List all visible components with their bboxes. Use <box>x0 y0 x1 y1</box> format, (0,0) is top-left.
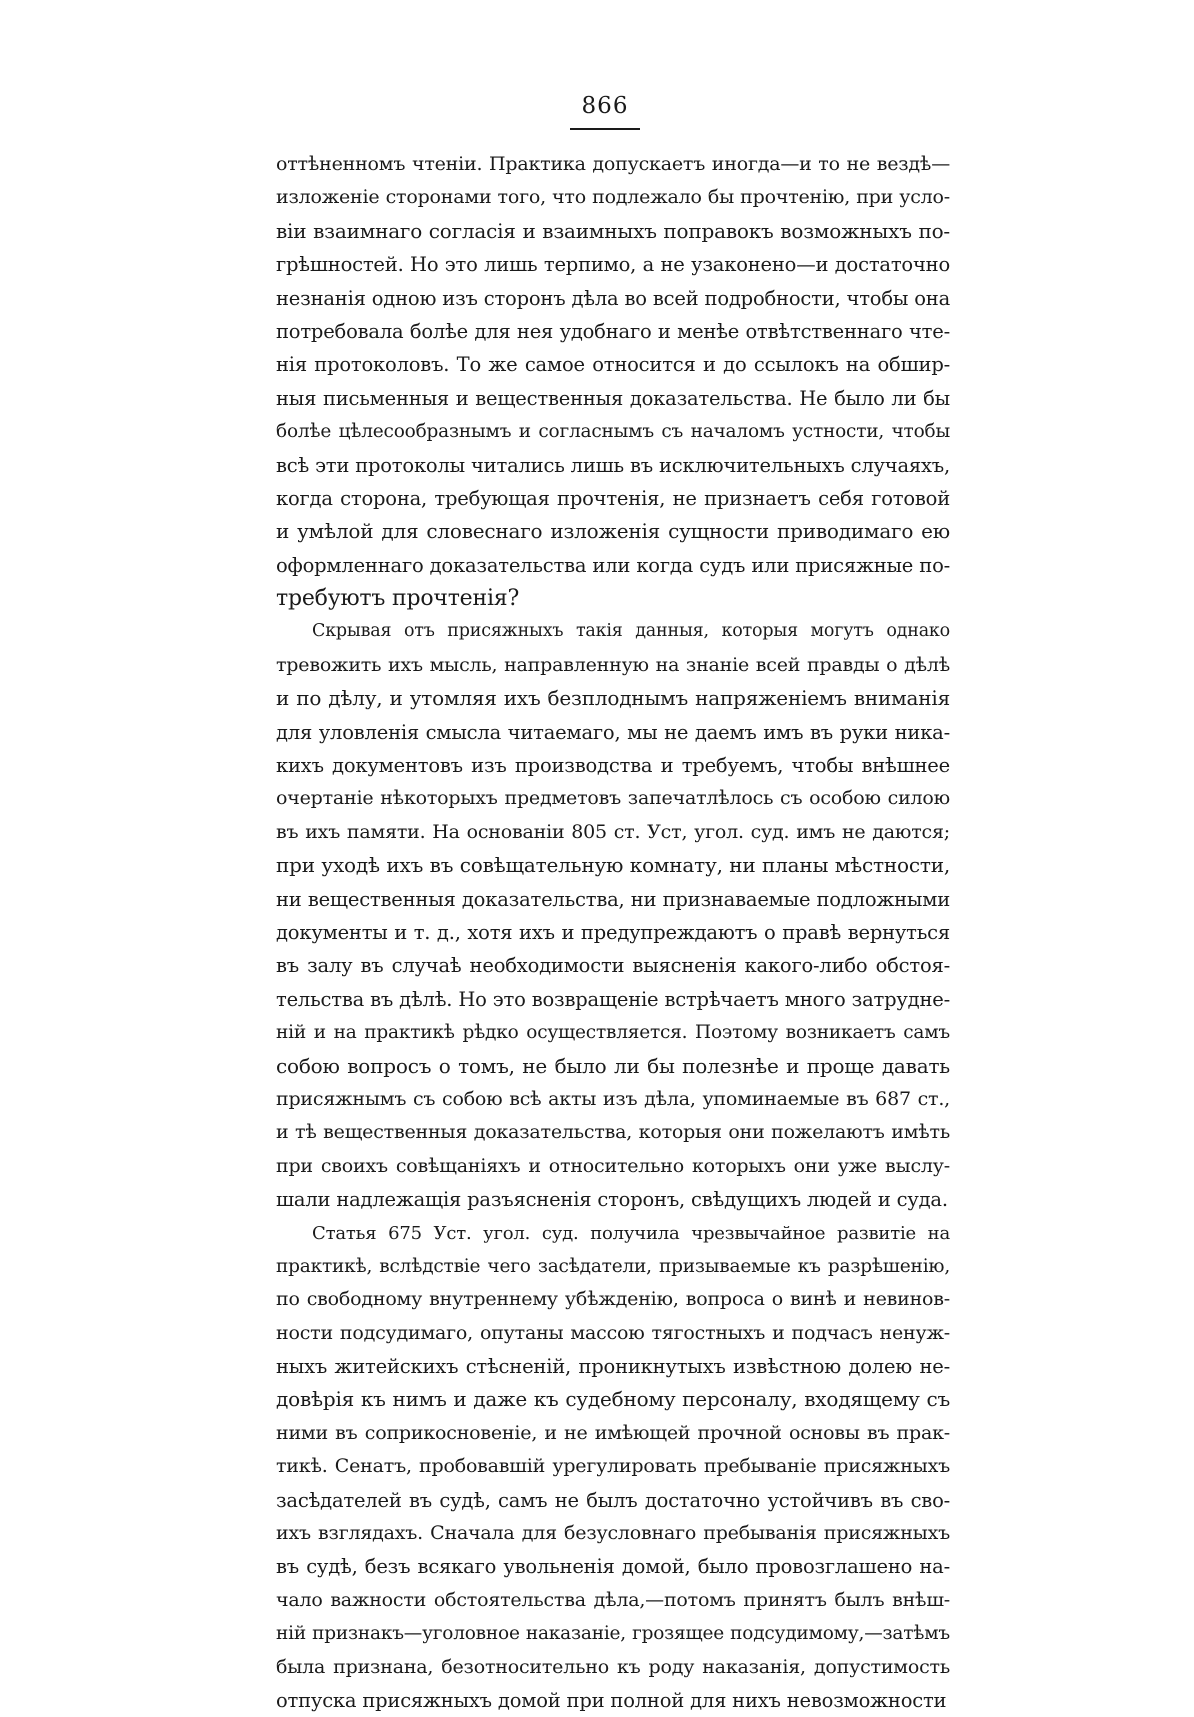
paragraph <box>276 148 950 615</box>
text-line: чало важности обстоятельства дѣла,—потомъ принятъ былъ внѣш- <box>276 1584 950 1617</box>
text-line: для уловленія смысла читаемаго, мы не даемъ имъ въ руки ника- <box>276 716 950 749</box>
text-line: оформленнаго доказательства или когда судъ или присяжные по- <box>276 549 950 582</box>
text-line: ній и на практикѣ рѣдко осуществляется. Поэтому возникаетъ самъ <box>276 1016 950 1049</box>
page-number-rule <box>570 128 640 130</box>
text-line: шали надлежащія разъясненія сторонъ, свѣдущихъ людей и суда. <box>276 1183 950 1216</box>
text-line: потребовала болѣе для нея удобнаго и менѣе отвѣтственнаго чте- <box>276 315 950 348</box>
text-line: ныя письменныя и вещественныя доказательства. Не было ли бы <box>276 382 950 415</box>
text-line: и тѣ вещественныя доказательства, которыя они пожелаютъ имѣть <box>276 1116 950 1149</box>
text-line: довѣрія къ нимъ и даже къ судебному персоналу, входящему съ <box>276 1383 950 1416</box>
text-line: ности подсудимаго, опутаны массою тягостныхъ и подчасъ ненуж- <box>276 1317 950 1350</box>
text-line: требуютъ прочтенія? <box>276 582 950 615</box>
text-line: по свободному внутреннему убѣжденію, вопроса о винѣ и невинов- <box>276 1283 950 1316</box>
text-line: ними въ соприкосновеніе, и не имѣющей прочной основы въ прак- <box>276 1417 950 1450</box>
text-line: оттѣненномъ чтеніи. Практика допускаетъ иногда—и то не вездѣ— <box>276 148 950 181</box>
text-line: практикѣ, вслѣдствіе чего засѣдатели, призываемые къ разрѣшенію, <box>276 1250 950 1283</box>
text-line: незнанія одною изъ сторонъ дѣла во всей подробности, чтобы она <box>276 282 950 315</box>
text-line: собою вопросъ о томъ, не было ли бы полезнѣе и проще давать <box>276 1050 950 1083</box>
text-line: документы и т. д., хотя ихъ и предупреждаютъ о правѣ вернуться <box>276 916 950 949</box>
text-line: отпуска присяжныхъ домой при полной для нихъ невозможности <box>276 1684 950 1717</box>
page-number: 866 <box>560 92 650 120</box>
paragraph <box>276 1217 950 1717</box>
body-text <box>276 148 950 1717</box>
text-line: тельства въ дѣлѣ. Но это возвращеніе встрѣчаетъ много затрудне- <box>276 983 950 1016</box>
text-line: нія протоколовъ. То же самое относится и до ссылокъ на обшир- <box>276 348 950 381</box>
text-line: тикѣ. Сенатъ, пробовавшій урегулировать пребываніе присяжныхъ <box>276 1450 950 1483</box>
text-line: тревожить ихъ мысль, направленную на знаніе всей правды о дѣлѣ <box>276 649 950 682</box>
text-line: въ судѣ, безъ всякаго увольненія домой, было провозглашено на- <box>276 1550 950 1583</box>
text-line: изложеніе сторонами того, что подлежало бы прочтенію, при усло- <box>276 181 950 214</box>
text-line: кихъ документовъ изъ производства и требуемъ, чтобы внѣшнее <box>276 749 950 782</box>
text-line: при уходѣ ихъ въ совѣщательную комнату, ни планы мѣстности, <box>276 849 950 882</box>
text-line: болѣе цѣлесообразнымъ и согласнымъ съ началомъ устности, чтобы <box>276 415 950 448</box>
text-line: и умѣлой для словеснаго изложенія сущности приводимаго ею <box>276 515 950 548</box>
text-line: грѣшностей. Но это лишь терпимо, а не узаконено—и достаточно <box>276 248 950 281</box>
text-line: ныхъ житейскихъ стѣсненій, проникнутыхъ извѣстною долею не- <box>276 1350 950 1383</box>
text-line: въ ихъ памяти. На основаніи 805 ст. Уст, угол. суд. имъ не даются; <box>276 816 950 849</box>
text-line: засѣдателей въ судѣ, самъ не былъ достаточно устойчивъ въ сво- <box>276 1484 950 1517</box>
text-line: Статья 675 Уст. угол. суд. получила чрезвычайное развитіе на <box>276 1217 950 1250</box>
text-line: присяжнымъ съ собою всѣ акты изъ дѣла, упоминаемые въ 687 ст., <box>276 1083 950 1116</box>
text-line: всѣ эти протоколы читались лишь въ исключительныхъ случаяхъ, <box>276 449 950 482</box>
text-line: віи взаимнаго согласія и взаимныхъ поправокъ возможныхъ по- <box>276 215 950 248</box>
paragraph <box>276 615 950 1216</box>
text-line: была признана, безотносительно къ роду наказанія, допустимость <box>276 1651 950 1684</box>
text-line: Скрывая отъ присяжныхъ такія данныя, которыя могутъ однако <box>276 615 950 648</box>
text-line: ихъ взглядахъ. Сначала для безусловнаго пребыванія присяжныхъ <box>276 1517 950 1550</box>
text-line: въ залу въ случаѣ необходимости выясненія какого-либо обстоя- <box>276 949 950 982</box>
text-line: и по дѣлу, и утомляя ихъ безплоднымъ напряженіемъ вниманія <box>276 682 950 715</box>
text-line: ній признакъ—уголовное наказаніе, грозящее подсудимому,—затѣмъ <box>276 1617 950 1650</box>
text-line: ни вещественныя доказательства, ни признаваемые подложными <box>276 883 950 916</box>
text-line: при своихъ совѣщаніяхъ и относительно которыхъ они уже выслу- <box>276 1150 950 1183</box>
text-line: очертаніе нѣкоторыхъ предметовъ запечатлѣлось съ особою силою <box>276 782 950 815</box>
text-line: когда сторона, требующая прочтенія, не признаетъ себя готовой <box>276 482 950 515</box>
